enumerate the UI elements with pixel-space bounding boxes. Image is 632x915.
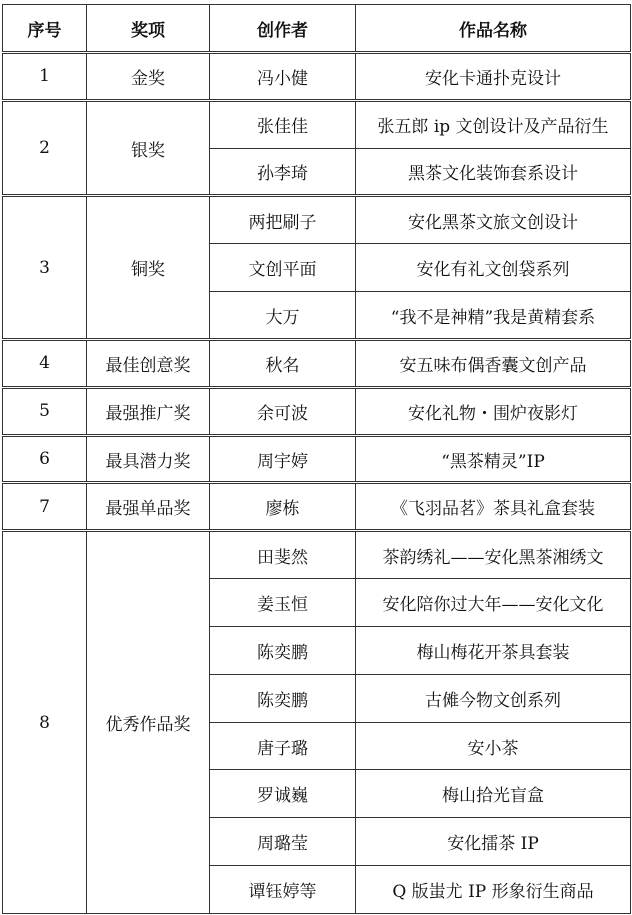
creator-name: 张佳佳 [210,100,356,148]
header-row [3,5,631,53]
creator-name: 孙李琦 [210,148,356,196]
table-row [3,53,631,101]
creator-name: 姜玉恒 [210,579,356,627]
row-number: 5 [3,387,87,435]
creator-name: 周宇婷 [210,435,356,483]
work-title: Q 版蚩尤 IP 形象衍生商品 [356,866,631,914]
work-title: 茶韵绣礼——安化黑茶湘绣文 [356,531,631,579]
row-number: 7 [3,483,87,531]
award-name: 最强推广奖 [87,387,210,435]
creator-name: 两把刷子 [210,196,356,244]
work-title: “我不是神精”我是黄精套系 [356,292,631,340]
award-name: 银奖 [87,100,210,196]
work-title: 安化有礼文创袋系列 [356,244,631,292]
creator-name: 罗诚巍 [210,770,356,818]
header-work-title: 作品名称 [356,5,631,53]
work-title: 安化卡通扑克设计 [356,53,631,101]
creator-name: 余可波 [210,387,356,435]
award-name: 最佳创意奖 [87,339,210,387]
award-name: 金奖 [87,53,210,101]
creator-name: 廖栋 [210,483,356,531]
work-title: 安化擂茶 IP [356,818,631,866]
table-row [3,100,631,148]
creator-name: 周璐莹 [210,818,356,866]
creator-name: 冯小健 [210,53,356,101]
work-title: 安化黑茶文旅文创设计 [356,196,631,244]
work-title: 安五味布偶香囊文创产品 [356,339,631,387]
table-row [3,531,631,579]
work-title: 《飞羽品茗》茶具礼盒套装 [356,483,631,531]
work-title: 张五郎 ip 文创设计及产品衍生 [356,100,631,148]
awards-body [3,53,631,914]
row-number: 1 [3,53,87,101]
work-title: 安小茶 [356,722,631,770]
creator-name: 文创平面 [210,244,356,292]
award-name: 优秀作品奖 [87,531,210,914]
row-number: 3 [3,196,87,339]
row-number: 2 [3,100,87,196]
work-title: 梅山拾光盲盒 [356,770,631,818]
row-number: 4 [3,339,87,387]
creator-name: 唐子璐 [210,722,356,770]
table-row [3,435,631,483]
work-title: 梅山梅花开茶具套装 [356,626,631,674]
work-title: “黑茶精灵”IP [356,435,631,483]
creator-name: 大万 [210,292,356,340]
work-title: 安化陪你过大年——安化文化 [356,579,631,627]
header-number: 序号 [3,5,87,53]
work-title: 安化礼物・围炉夜影灯 [356,387,631,435]
header-award: 奖项 [87,5,210,53]
award-name: 最强单品奖 [87,483,210,531]
work-title: 古傩今物文创系列 [356,674,631,722]
award-name: 铜奖 [87,196,210,339]
table-row [3,196,631,244]
award-name: 最具潜力奖 [87,435,210,483]
creator-name: 谭钰婷等 [210,866,356,914]
table-row [3,339,631,387]
header-creator: 创作者 [210,5,356,53]
table-row [3,387,631,435]
creator-name: 田斐然 [210,531,356,579]
row-number: 8 [3,531,87,914]
work-title: 黑茶文化装饰套系设计 [356,148,631,196]
creator-name: 陈奕鹏 [210,626,356,674]
creator-name: 陈奕鹏 [210,674,356,722]
awards-table [2,4,631,914]
creator-name: 秋名 [210,339,356,387]
row-number: 6 [3,435,87,483]
table-row [3,483,631,531]
